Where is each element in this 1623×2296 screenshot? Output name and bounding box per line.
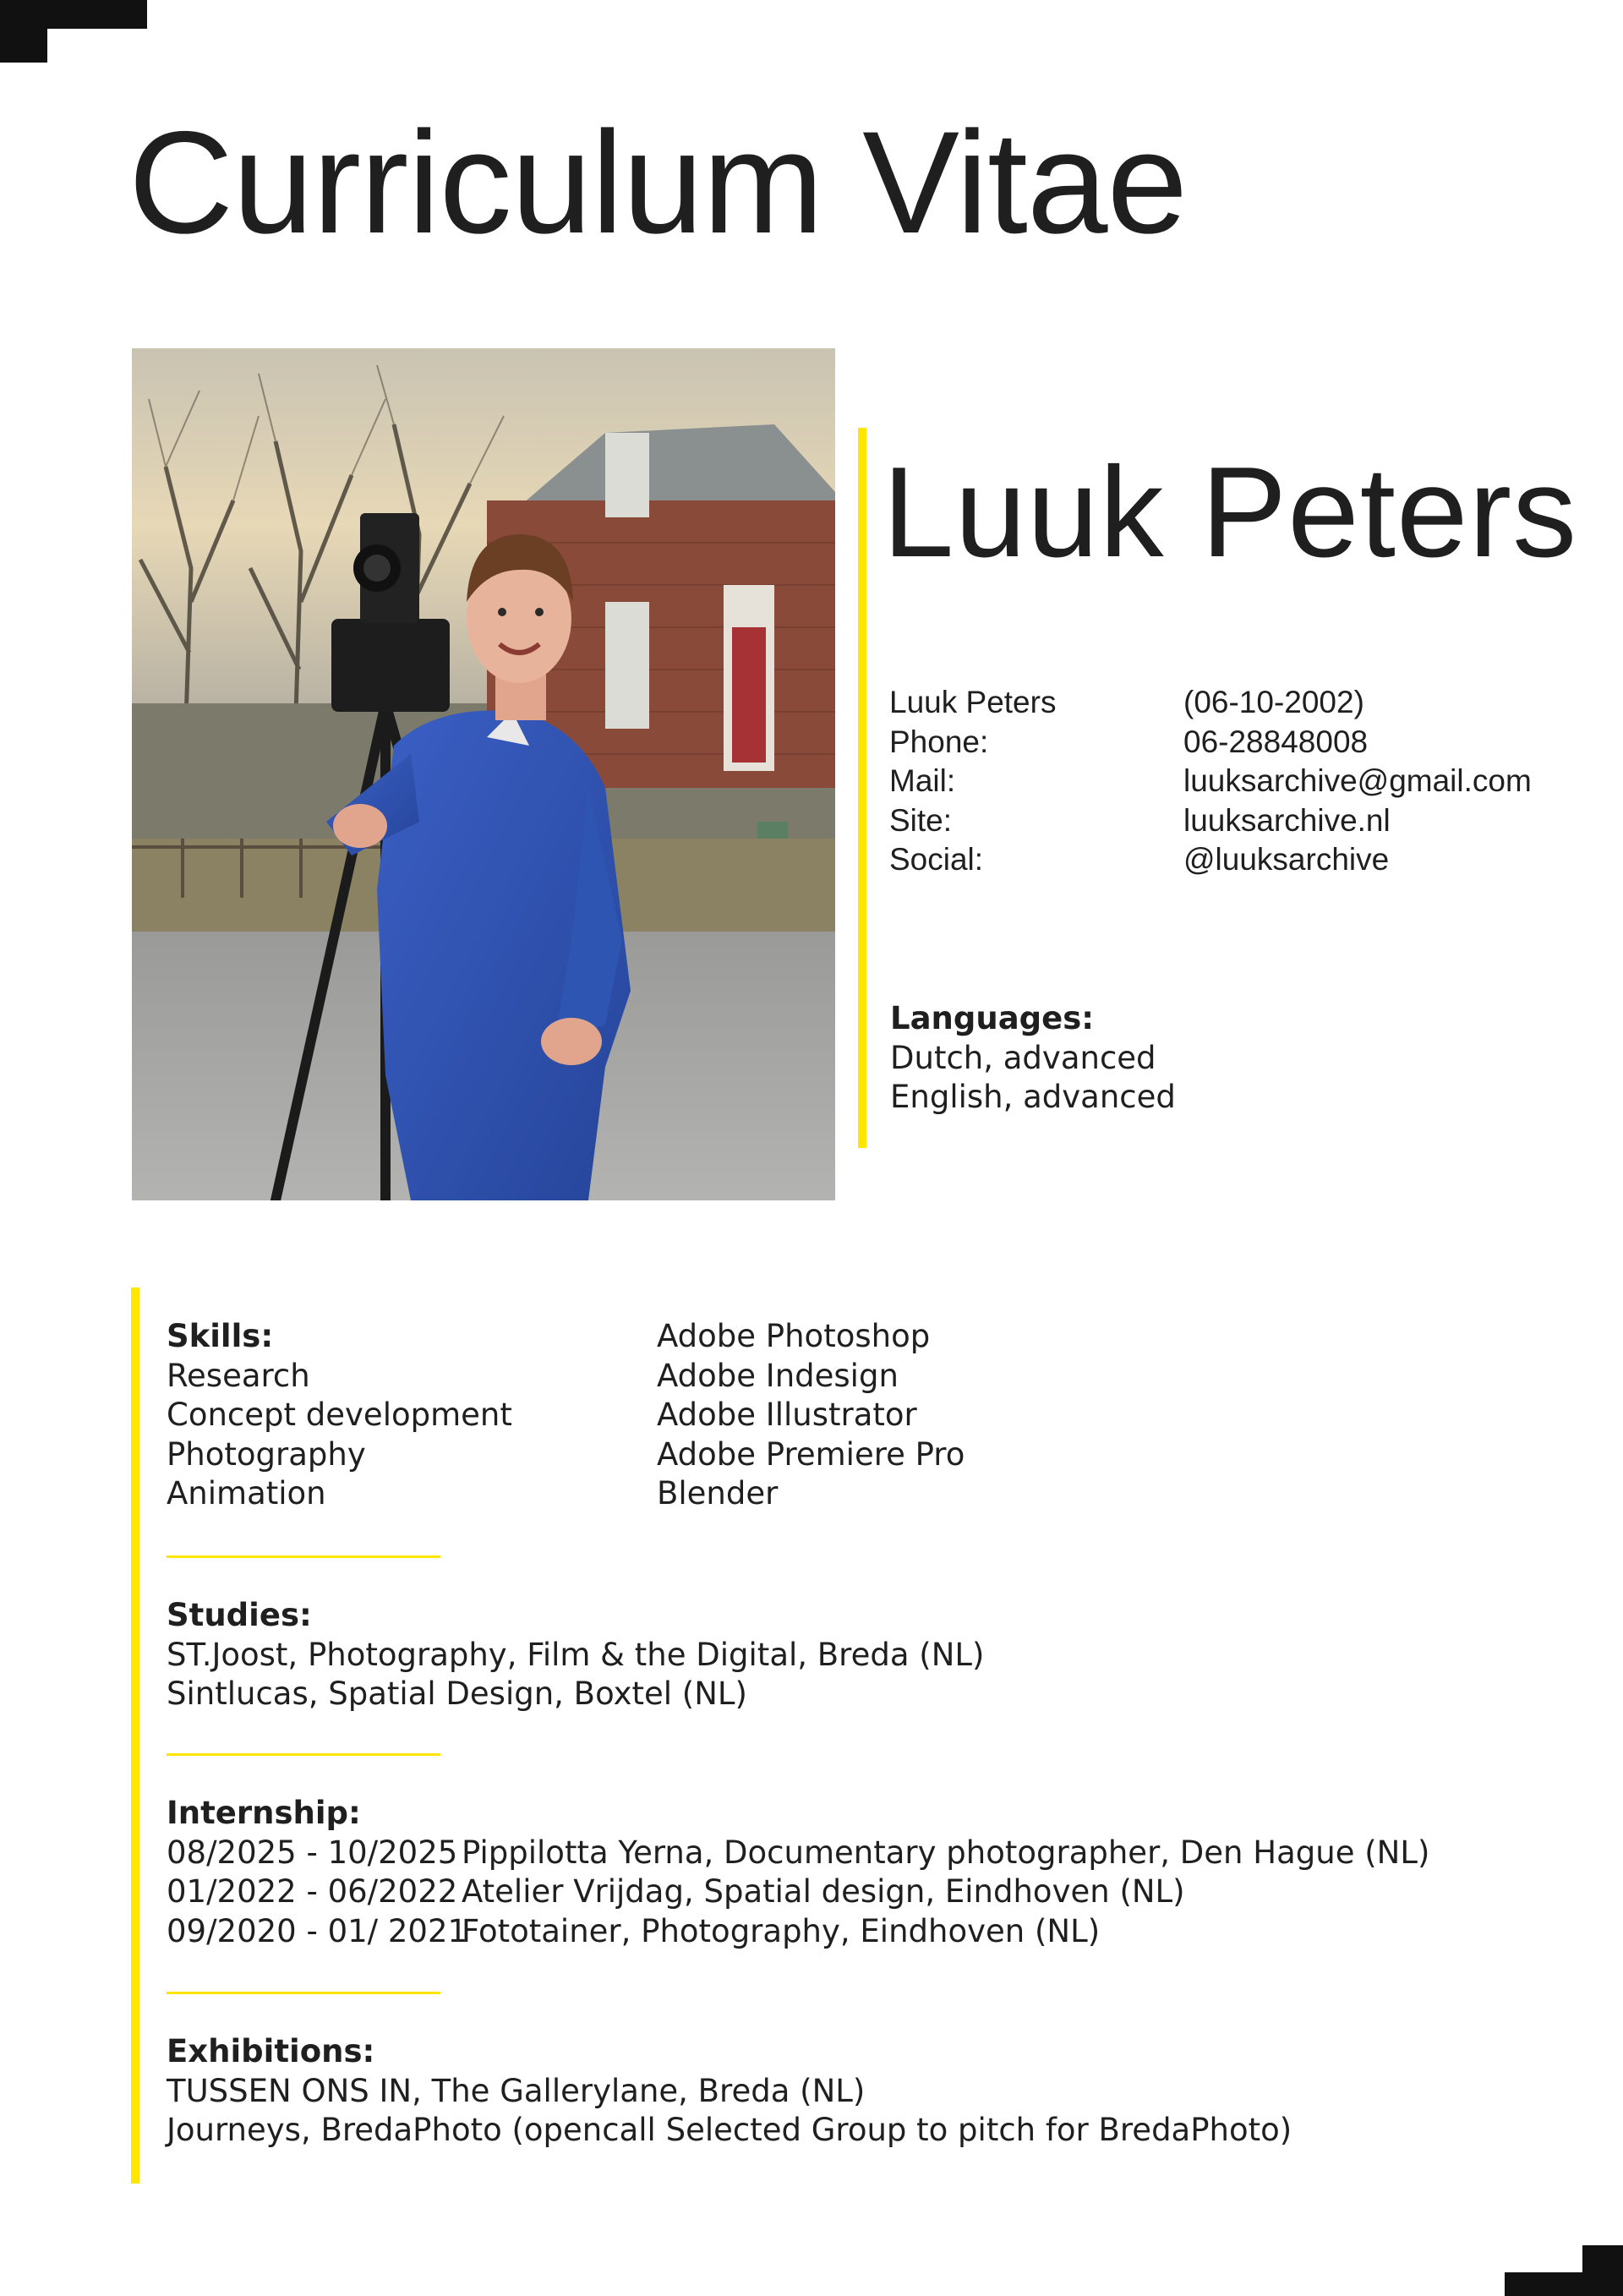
languages-heading: Languages: [890,1000,1095,1036]
skill-item: Adobe Indesign [657,1357,899,1394]
internship-description: Pippilotta Yerna, Documentary photographer, Den Hague (NL) [462,1834,1430,1871]
exhibitions-heading: Exhibitions: [167,2033,375,2069]
skill-item: Photography [167,1435,366,1473]
internship-dates: 09/2020 - 01/ 2021 [167,1912,468,1949]
birth-date: (06-10-2002) [1183,685,1364,719]
accent-bar-top [858,428,866,1148]
study-item: Sintlucas, Spatial Design, Boxtel (NL) [167,1676,747,1712]
studies-section [167,1596,984,1714]
internship-item [167,1872,1429,1912]
skill-item: Concept development [167,1397,512,1433]
contact-label: Social: [889,842,984,877]
studies-heading: Studies: [167,1597,312,1633]
section-divider [167,1753,440,1756]
internship-section [167,1794,1429,1951]
section-divider [167,1555,440,1558]
mail-value[interactable]: luuksarchive@gmail.com [1183,763,1532,798]
internship-description: Fototainer, Photography, Eindhoven (NL) [462,1912,1101,1949]
contact-label: Mail: [889,763,956,798]
skills-column-software [657,1317,965,1514]
skill-item: Adobe Premiere Pro [657,1435,965,1473]
skill-item: Adobe Photoshop [657,1318,931,1354]
contact-row-name [889,683,1532,723]
phone-value: 06-28848008 [1183,724,1369,759]
exhibitions-section [167,2032,1292,2151]
corner-mark-bottom-right-tab [1582,2245,1623,2296]
internship-dates: 08/2025 - 10/2025 [167,1834,458,1871]
skill-item: Blender [657,1475,779,1512]
internship-heading: Internship: [167,1795,361,1831]
contact-row-phone [889,723,1532,763]
contact-label: Phone: [889,724,989,759]
internship-item [167,1834,1429,1873]
social-value[interactable]: @luuksarchive [1183,842,1390,877]
skills-column-general [167,1317,657,1514]
skills-heading: Skills: [167,1318,274,1354]
language-item: English, advanced [890,1079,1176,1115]
study-item: ST.Joost, Photography, Film & the Digital, Breda (NL) [167,1636,985,1673]
internship-description: Atelier Vrijdag, Spatial design, Eindhoven (NL) [462,1873,1185,1910]
contact-label: Site: [889,802,953,838]
site-value[interactable]: luuksarchive.nl [1183,802,1391,838]
contact-row-social [889,840,1532,880]
skills-section [167,1317,965,1514]
language-item: Dutch, advanced [890,1039,1156,1076]
accent-bar-bottom [131,1287,139,2184]
skill-item: Research [167,1357,310,1394]
languages-section [890,999,1176,1118]
contact-row-mail [889,762,1532,801]
contact-details [889,683,1532,880]
internship-item [167,1912,1429,1952]
exhibition-item: Journeys, BredaPhoto (opencall Selected Group to pitch for BredaPhoto) [167,2112,1292,2148]
page-title: Curriculum Vitae [128,101,1188,264]
portrait-photo [132,348,835,1200]
contact-row-site [889,801,1532,841]
internship-dates: 01/2022 - 06/2022 [167,1873,458,1910]
exhibition-item: TUSSEN ONS IN, The Gallerylane, Breda (NL) [167,2072,866,2109]
corner-mark-top-left-tab [0,0,47,63]
section-divider [167,1992,440,1994]
skill-item: Adobe Illustrator [657,1397,917,1433]
contact-label: Luuk Peters [889,685,1057,719]
skill-item: Animation [167,1475,326,1512]
person-name: Luuk Peters [883,440,1578,584]
